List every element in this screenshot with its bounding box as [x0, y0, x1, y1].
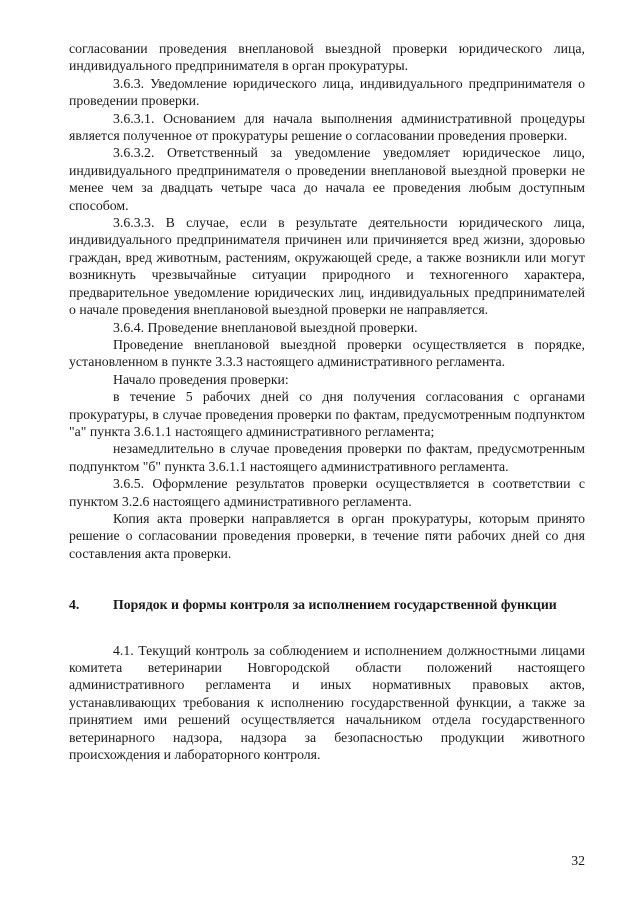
paragraph-3-6-4: 3.6.4. Проведение внеплановой выездной проверки. [113, 319, 418, 335]
paragraph-4-1: 4.1. Текущий контроль за соблюдением и исполнением должностными лицами комитета ветеринарии Новгородской области положений настоящего административного регламента и иных нормативных правовых актов, устанавливающих требования к исполнению государственной функции, а также за принятием ими решений осуществляется начальником отдела государственного ветеринарного надзора, надзора за безопасностью продукции животного происхождения и лабораторного контроля. [69, 642, 585, 763]
paragraph-continuation: согласовании проведения внеплановой выездной проверки юридического лица, индивидуального предпринимателя в орган прокуратуры. [69, 41, 585, 74]
paragraph-3-6-3-3: 3.6.3.3. В случае, если в результате деятельности юридического лица, индивидуального предпринимателя причинен или причиняется вред жизни, здоровью граждан, вред животным, растениям, окружающей среде, а также возникли или могут возникнуть чрезвычайные ситуации природного и техногенного характера, предварительное уведомление юридических лиц, индивидуальных предпринимателей о начале проведения внеплановой выездной проверки не направляется. [69, 215, 585, 318]
paragraph-3-6-3: 3.6.3. Уведомление юридического лица, индивидуального предпринимателя о проведении проверки. [69, 75, 585, 109]
paragraph-copy-act: Копия акта проверки направляется в орган прокуратуры, которым принято решение о согласовании проведения проверки, в течение пяти рабочих дней со дня составления акта проверки. [69, 510, 585, 561]
section-heading [69, 596, 585, 613]
paragraph-procedure: Проведение внеплановой выездной проверки осуществляется в порядке, установленном в пункте 3.3.3 настоящего административного регламента. [69, 336, 585, 370]
page-number: 32 [571, 853, 585, 868]
paragraph-item-b: незамедлительно в случае проведения проверки по фактам, предусмотренным подпунктом "б" пункта 3.6.1.1 настоящего административного регламента. [69, 441, 585, 474]
section-title: Порядок и формы контроля за исполнением государственной функции [113, 597, 557, 613]
section-number: 4. [69, 597, 80, 613]
paragraph-3-6-5: 3.6.5. Оформление результатов проверки осуществляется в соответствии с пунктом 3.2.6 настоящего административного регламента. [69, 476, 585, 509]
paragraph-3-6-3-2: 3.6.3.2. Ответственный за уведомление уведомляет юридическое лицо, индивидуального предпринимателя о проведении внеплановой выездной проверки не менее чем за двадцать четыре часа до начала ее проведения любым доступным способом. [69, 145, 585, 213]
paragraph-start: Начало проведения проверки: [113, 371, 289, 387]
paragraph-3-6-3-1: 3.6.3.1. Основанием для начала выполнения административной процедуры является полученное от прокуратуры решение о согласовании проведения проверки. [69, 110, 585, 144]
paragraph-item-a: в течение 5 рабочих дней со дня получения согласования с органами прокуратуры, в случае проведения проверки по фактам, предусмотренным подпунктом "а" пункта 3.6.1.1 настоящего административного регламента; [69, 389, 585, 439]
